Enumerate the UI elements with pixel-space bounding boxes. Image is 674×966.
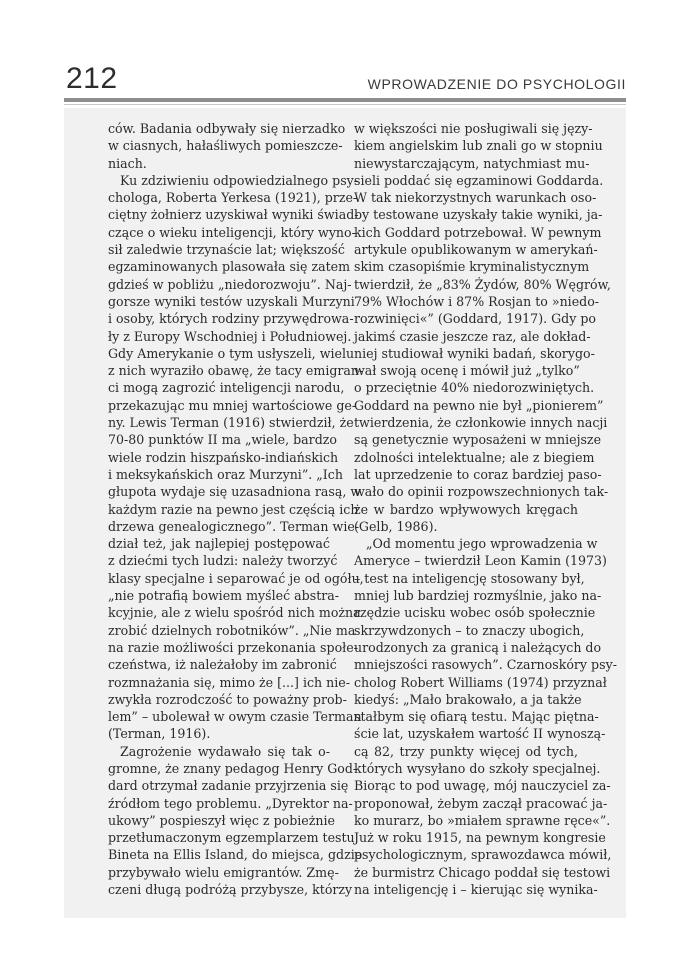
text-line: artykule opublikowanym w amerykań- [354, 242, 598, 258]
text-line: ście lat, uzyskałem wartość II wynoszą- [354, 726, 606, 742]
text-line: Biorąc to pod uwagę, mój nauczyciel za- [354, 778, 611, 794]
text-line: sił zaledwie trzynaście lat; większość [108, 242, 345, 258]
text-line: gdzieś w pobliżu „niedorozwoju”. Naj- [108, 276, 352, 292]
left-column [108, 120, 364, 898]
text-line: cą 82, trzy punkty więcej od tych, [354, 743, 578, 759]
text-line: głupota wydaje się uzasadniona rasą, w [108, 484, 362, 500]
running-head: WPROWADZENIE DO PSYCHOLOGII [367, 76, 626, 92]
text-line: 79% Włochów i 87% Rosjan to »niedo- [354, 293, 600, 309]
text-line: Gdy Amerykanie o tym usłyszeli, wielu [108, 345, 355, 361]
text-line: mniej lub bardziej rozmyślnie, jako na- [354, 588, 602, 604]
text-line: z dziećmi tych ludzi: należy tworzyć [108, 553, 338, 569]
text-line: w większości nie posługiwali się języ- [354, 121, 593, 136]
text-line: „Od momentu jego wprowadzenia w [366, 536, 598, 552]
text-line: kcyjnie, ale z wielu spośród nich można [108, 605, 361, 621]
text-line: Bineta na Ellis Island, do miejsca, gdzie [108, 847, 363, 863]
text-line: Ameryce – twierdził Leon Kamin (1973) [354, 553, 607, 569]
text-line: sieli poddać się egzaminowi Goddarda. [354, 172, 604, 188]
text-line: są genetycznie wyposażeni w mniejsze [354, 432, 602, 448]
text-line: zwykła rozrodczość to poważny prob- [108, 691, 347, 707]
text-line: że w bardzo wpływowych kręgach [354, 501, 578, 517]
text-line: ciętny żołnierz uzyskiwał wyniki świad- [108, 207, 359, 223]
text-line: gromne, że znany pedagog Henry God- [108, 760, 358, 776]
text-line: (Gelb, 1986). [354, 518, 438, 534]
text-line: ny. Lewis Terman (1916) stwierdził, że [108, 415, 354, 431]
text-line: ukowy” pospieszył więc z pobieżnie [108, 812, 335, 828]
text-line: wał swoją ocenę i mówił już „tylko” [354, 363, 580, 379]
text-line: na razie możliwości przekonania społe- [108, 639, 358, 655]
text-line: by testowane uzyskały takie wyniki, ja- [354, 207, 603, 223]
text-line: dard otrzymał zadanie przyjrzenia się [108, 778, 349, 794]
text-line: że burmistrz Chicago poddał się testowi [354, 864, 611, 880]
text-line: – test na inteligencję stosowany był, [354, 570, 585, 586]
text-line: Zagrożenie wydawało się tak o- [120, 743, 330, 759]
header-rule [64, 98, 626, 102]
text-line: czące o wieku inteligencji, który wyno- [108, 224, 356, 240]
page-number: 212 [66, 62, 118, 95]
text-line: niewystarczającym, natychmiast mu- [354, 155, 590, 171]
text-line: gorsze wyniki testów uzyskali Murzyni [108, 293, 355, 309]
text-line: ców. Badania odbywały się nierzadko [108, 121, 346, 136]
text-line: (Terman, 1916). [108, 726, 211, 742]
text-line: i meksykańskich oraz Murzyni”. „Ich [108, 466, 343, 482]
text-line: wało do opinii rozpowszechnionych tak- [354, 484, 609, 500]
text-line: czeni długą podróżą przybysze, którzy [108, 882, 353, 898]
text-line: Już w roku 1915, na pewnym kongresie [354, 830, 606, 846]
text-line: czeństwa, iż należałoby im zabronić [108, 657, 337, 673]
text-line: Ku zdziwieniu odpowiedzialnego psy- [120, 172, 359, 188]
text-line: 70-80 punktów II ma „wiele, bardzo [108, 432, 337, 448]
text-line: jakimś czasie jeszcze raz, ale dokład- [354, 328, 591, 344]
text-line: mniejszości rasowych”. Czarnoskóry psy- [354, 657, 617, 673]
text-line: „nie potrafią bowiem myśleć abstra- [108, 588, 340, 604]
text-line: zrobić dzielnych robotników”. „Nie ma [108, 622, 356, 638]
text-line: niej studiował wyniki badań, skorygo- [354, 345, 595, 361]
text-line: ci mogą zagrozić inteligencji narodu, [108, 380, 345, 396]
text-line: skim czasopiśmie kryminalistycznym [354, 259, 590, 275]
text-line: przybywało wielu emigrantów. Zmę- [108, 864, 339, 880]
text-line: kiedyś: „Mało brakowało, a ja także [354, 691, 582, 707]
text-line: urodzonych za granicą i należących do [354, 639, 602, 655]
text-line: których wysyłano do szkoły specjalnej. [354, 760, 601, 776]
text-line: cholog Robert Williams (1974) przyznał [354, 674, 607, 690]
text-line: rzędzie ucisku wobec osób społecznie [354, 605, 596, 621]
text-line: proponował, żebym zaczął pracować ja- [354, 795, 608, 811]
text-line: W tak niekorzystnych warunkach oso- [354, 190, 597, 206]
text-line: kiem angielskim lub znali go w stopniu [354, 138, 603, 154]
text-line: drzewa genealogicznego”. Terman wie- [108, 518, 360, 534]
text-line: i osoby, których rodziny przywędrowa- [108, 311, 354, 327]
text-line: z nich wyraziło obawę, że tacy emigran- [108, 363, 364, 379]
text-line: niach. [108, 155, 147, 171]
text-line: ko murarz, bo »miałem sprawne ręce«”. [354, 812, 611, 828]
text-line: źródłom tego problemu. „Dyrektor na- [108, 795, 353, 811]
text-line: klasy specjalne i separować je od ogółu, [108, 570, 364, 586]
text-line: chologa, Roberta Yerkesa (1921), prze- [108, 190, 358, 206]
text-line: rozwinięci«” (Goddard, 1917). Gdy po [354, 311, 596, 327]
text-line: o przeciętnie 40% niedorozwiniętych. [354, 380, 595, 396]
text-line: na inteligencję i – kierując się wynika- [354, 882, 598, 898]
header-rule-thin [64, 104, 626, 105]
text-line: każdym razie na pewno jest częścią ich [108, 501, 359, 517]
text-line: w ciasnych, hałaśliwych pomieszcze- [108, 138, 343, 154]
text-line: skrzywdzonych – to znaczy ubogich, [354, 622, 585, 638]
text-line: stałbym się ofiarą testu. Mając piętna- [354, 709, 599, 725]
text-line: lat uprzedzenie to coraz bardziej paso- [354, 466, 602, 482]
text-line: zdolności intelektualne; ale z biegiem [354, 449, 595, 465]
text-line: wiele rodzin hiszpańsko-indiańskich [108, 449, 339, 465]
text-line: ły z Europy Wschodniej i Południowej. [108, 328, 352, 344]
text-line: przekazując mu mniej wartościowe ge- [108, 397, 357, 413]
text-line: Goddard na pewno nie był „pionierem” [354, 397, 604, 413]
text-line: lem” – ubolewał w owym czasie Terman [108, 709, 362, 725]
text-line: twierdzenia, że członkowie innych nacji [354, 415, 608, 431]
text-line: egzaminowanych plasowała się zatem [108, 259, 351, 275]
text-line: dział też, jak najlepiej postępować [108, 536, 330, 552]
right-column [354, 120, 617, 898]
text-line: przetłumaczonym egzemplarzem testu [108, 830, 355, 846]
text-line: twierdził, że „83% Żydów, 80% Węgrów, [354, 276, 611, 292]
text-line: psychologicznym, sprawozdawca mówił, [354, 847, 612, 863]
text-line: rozmnażania się, mimo że [...] ich nie- [108, 674, 351, 690]
text-line: kich Goddard potrzebował. W pewnym [354, 224, 602, 240]
